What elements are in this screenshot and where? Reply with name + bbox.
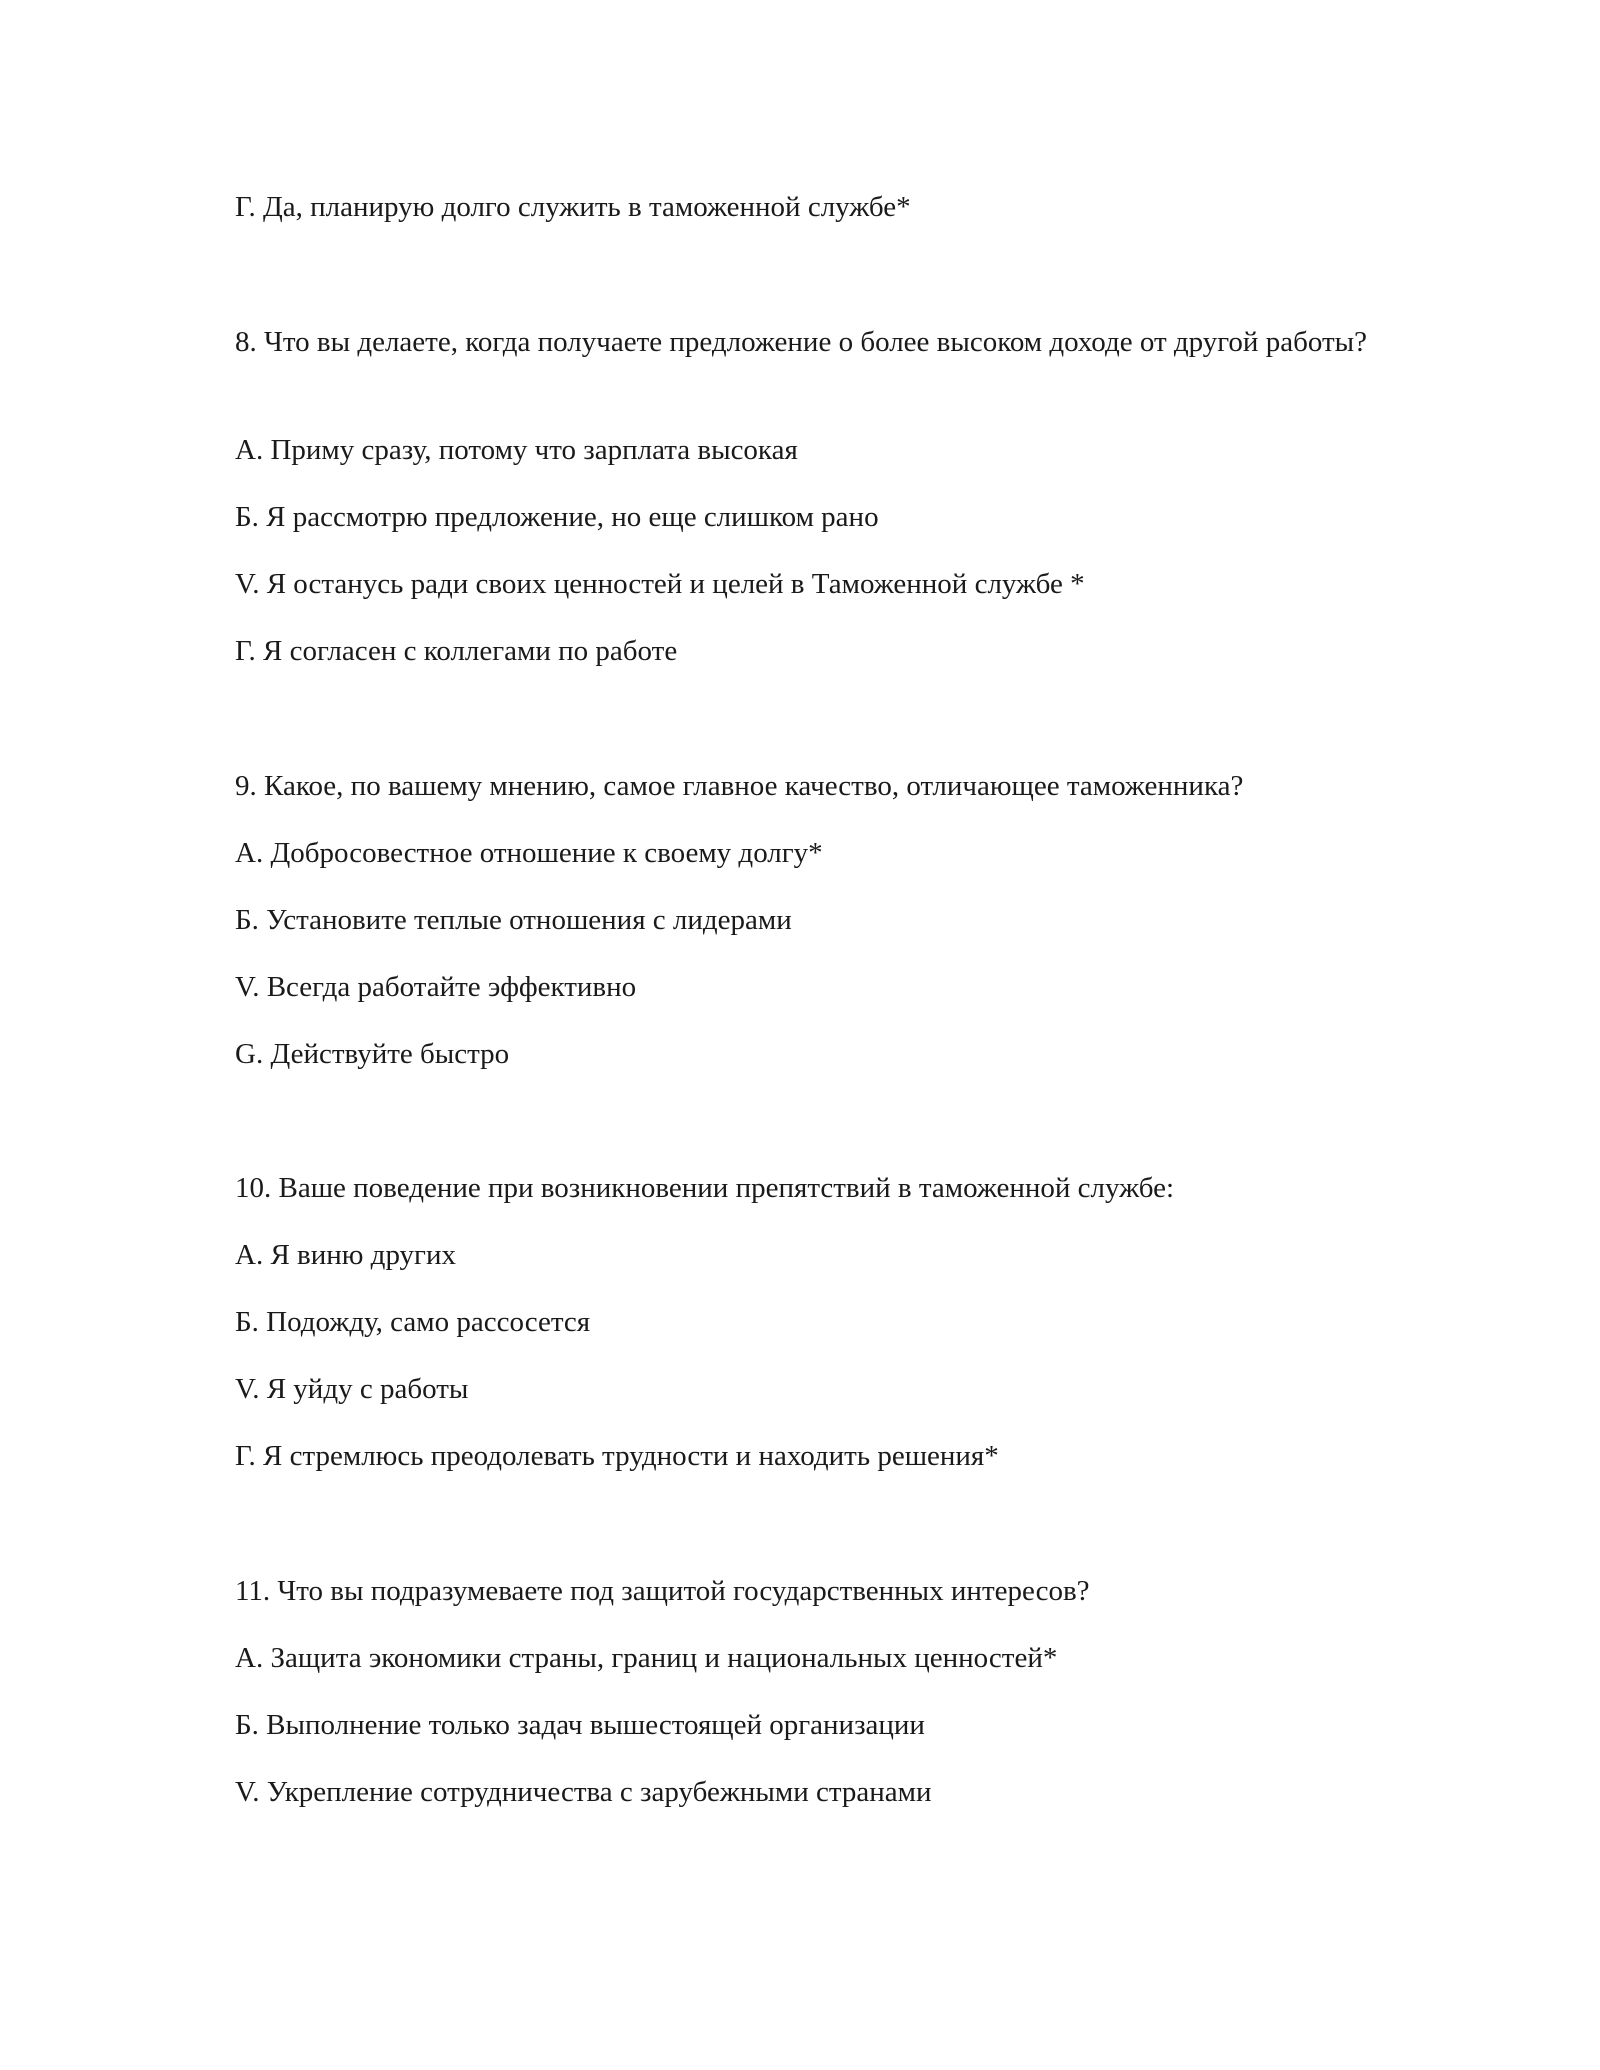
- answer-line: G. Действуйте быстро: [235, 1038, 510, 1070]
- answer-line: Г. Я согласен с коллегами по работе: [235, 635, 678, 667]
- answer-line: Г. Да, планирую долго служить в таможенной службе*: [235, 191, 911, 223]
- answer-line: Б. Подожду, само рассосется: [235, 1306, 591, 1338]
- answer-line: Г. Я стремлюсь преодолевать трудности и находить решения*: [235, 1440, 999, 1472]
- answer-line: V. Укрепление сотрудничества с зарубежными странами: [235, 1776, 932, 1808]
- answer-line: V. Я останусь ради своих ценностей и целей в Таможенной службе *: [235, 568, 1085, 600]
- question-9: 9. Какое, по вашему мнению, самое главное качество, отличающее таможенника?: [235, 770, 1244, 802]
- answer-line: Б. Я рассмотрю предложение, но еще слишком рано: [235, 501, 879, 533]
- answer-line: V. Я уйду с работы: [235, 1373, 469, 1405]
- answer-line: Б. Установите теплые отношения с лидерами: [235, 904, 792, 936]
- question-10: 10. Ваше поведение при возникновении препятствий в таможенной службе:: [235, 1172, 1175, 1204]
- answer-line: V. Всегда работайте эффективно: [235, 971, 637, 1003]
- question-8: 8. Что вы делаете, когда получаете предложение о более высоком доходе от другой работы?: [235, 326, 1367, 358]
- answer-line: А. Добросовестное отношение к своему долгу*: [235, 837, 823, 869]
- answer-line: А. Я виню других: [235, 1239, 456, 1271]
- question-11: 11. Что вы подразумеваете под защитой государственных интересов?: [235, 1575, 1090, 1607]
- answer-line: А. Защита экономики страны, границ и национальных ценностей*: [235, 1642, 1058, 1674]
- answer-line: Б. Выполнение только задач вышестоящей организации: [235, 1709, 925, 1741]
- answer-line: А. Приму сразу, потому что зарплата высокая: [235, 434, 798, 466]
